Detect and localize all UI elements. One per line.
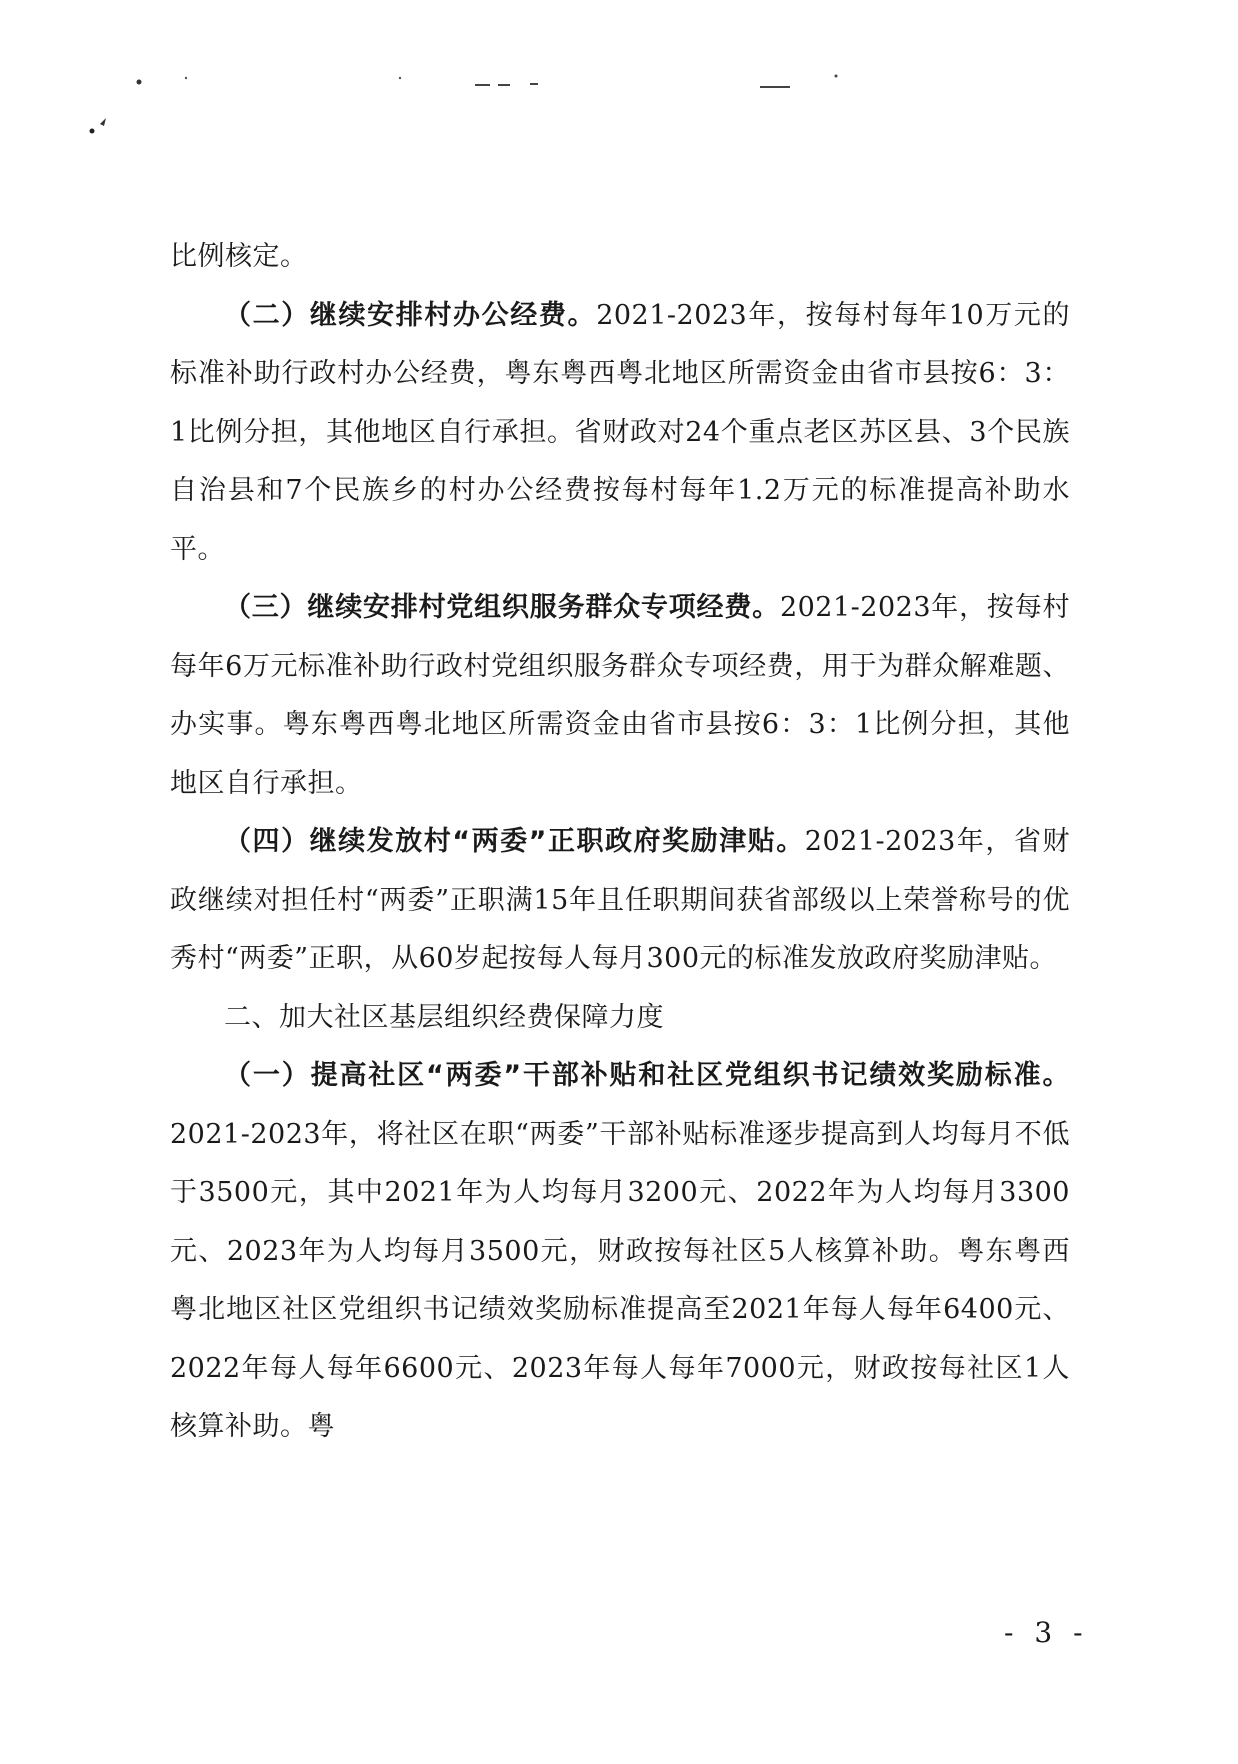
paragraph-continuation: [170, 228, 1070, 287]
section-heading: [170, 989, 1070, 1048]
page-number: - 3 -: [1004, 1616, 1089, 1649]
paragraph-community-subsidy: [170, 1047, 1070, 1457]
paragraph-village-office-funds: [170, 287, 1070, 580]
paragraph-text: 2021-2023年，按每村每年10万元的标准补助行政村办公经费，粤东粤西粤北地区所需资金由省市县按6：3：1比例分担，其他地区自行承担。省财政对24个重点老区苏区县、3个民族自治县和7个民族乡的村办公经费按每村每年1.2万元的标准提高补助水平。: [170, 299, 1071, 565]
paragraph-heading: （二）继续安排村办公经费。: [224, 299, 597, 331]
section-heading-text: 二、加大社区基层组织经费保障力度: [224, 1001, 664, 1033]
paragraph-heading: （四）继续发放村“两委”正职政府奖励津贴。: [224, 826, 805, 857]
paragraph-heading: （三）继续安排村党组织服务群众专项经费。: [224, 592, 780, 623]
document-body: [170, 228, 1070, 1457]
paragraph-reward-allowance: [170, 813, 1070, 989]
paragraph-text: 2021-2023年，省财政继续对担任村“两委”正职满15年且任职期间获省部级以上荣誉称号的优秀村“两委”正职，从60岁起按每人每月300元的标准发放政府奖励津贴。: [170, 826, 1070, 974]
scan-artifacts: [0, 0, 1238, 200]
paragraph-text: 2021-2023年，将社区在职“两委”干部补贴标准逐步提高到人均每月不低于3500元，其中2021年为人均每月3200元、2022年为人均每月3300元、2023年为人均每月3500元，财政按每社区5人核算补助。粤东粤西粤北地区社区党组织书记绩效奖励标准提高至2021年每人每年6400元、2022年每人每年6600元、2023年每人每年7000元，财政按每社区1人核算补助。粤: [170, 1118, 1070, 1442]
paragraph-party-service-funds: [170, 579, 1070, 813]
paragraph-heading: （一）提高社区“两委”干部补贴和社区党组织书记绩效奖励标准。: [224, 1060, 1070, 1091]
paragraph-text: 比例核定。: [170, 241, 308, 272]
paragraph-text: 2021-2023年，按每村每年6万元标准补助行政村党组织服务群众专项经费，用于为群众解难题、办实事。粤东粤西粤北地区所需资金由省市县按6：3：1比例分担，其他地区自行承担。: [170, 592, 1070, 799]
